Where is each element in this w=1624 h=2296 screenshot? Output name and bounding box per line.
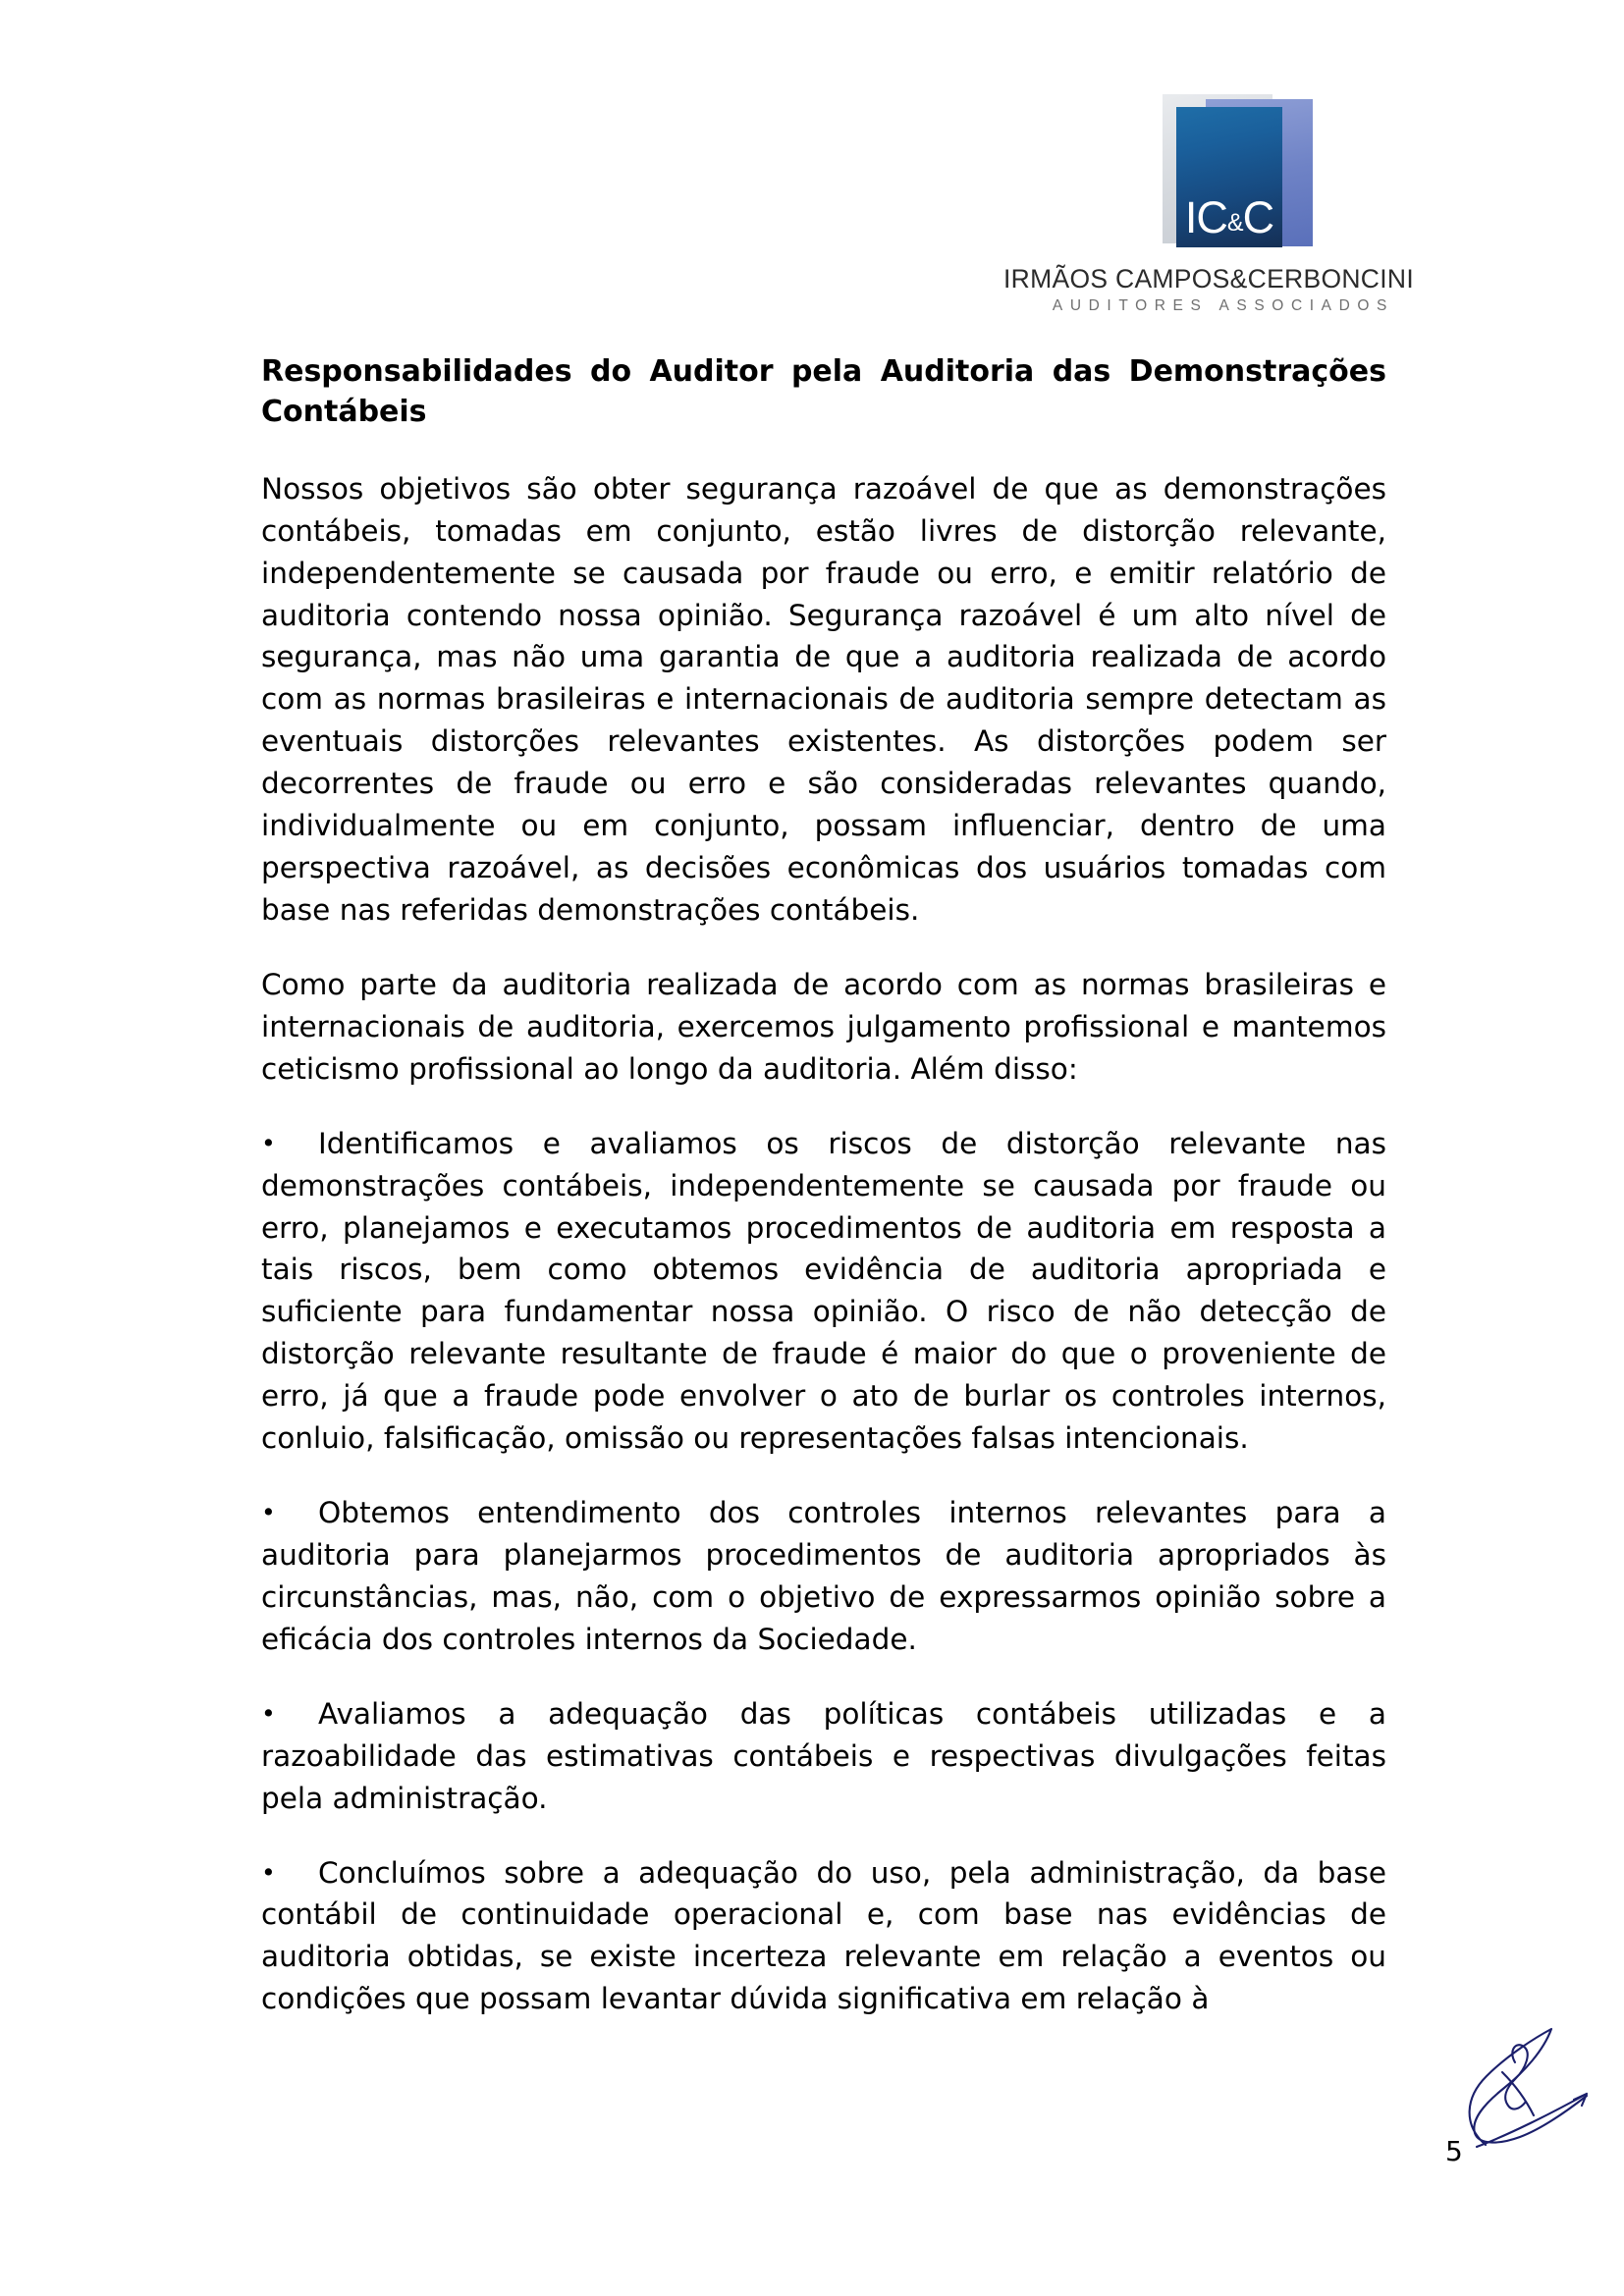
list-item — [261, 1123, 1386, 1460]
page-number: 5 — [1445, 2135, 1463, 2167]
firm-name: IRMÃOS CAMPOS&CERBONCINI — [1003, 264, 1415, 294]
logo-wordmark-ampersand: & — [1226, 209, 1243, 237]
paragraph-objectives: Nossos objetivos são obter segurança razoável de que as demonstrações contábeis, tomadas em conjunto, estão livres de distorção relevante, independentemente se causada por fraude ou erro, e emitir relatório de auditoria contendo nossa opinião. Segurança razoável é um alto nível de segurança, mas não uma garantia de que a auditoria realizada de acordo com as normas brasileiras e internacionais de auditoria sempre detectam as eventuais distorções relevantes existentes. As distorções podem ser decorrentes de fraude ou erro e são consideradas relevantes quando, individualmente ou em conjunto, possam influenciar, dentro de uma perspectiva razoável, as decisões econômicas dos usuários tomadas com base nas referidas demonstrações contábeis. — [261, 471, 1386, 927]
bullet-icon: • — [261, 1857, 276, 1887]
list-item-text: Concluímos sobre a adequação do uso, pela administração, da base contábil de continuidade operacional e, com base nas evidências de auditoria obtidas, se existe incerteza relevante em relação a eventos ou condições que possam levantar dúvida significativa em relação à — [261, 1855, 1386, 2016]
bullet-icon: • — [261, 1698, 276, 1728]
company-logo-mark — [1163, 88, 1339, 260]
firm-tagline: AUDITORES ASSOCIADOS — [1052, 297, 1394, 314]
list-item-text: Identificamos e avaliamos os riscos de distorção relevante nas demonstrações contábeis, independentemente se causada por fraude ou erro, planejamos e executamos procedimentos de auditoria em resposta a tais riscos, bem como obtemos evidência de auditoria apropriada e suficiente para fundamentar nossa opinião. O risco de não detecção de distorção relevante resultante de fraude é maior do que o proveniente de erro, já que a fraude pode envolver o ato de burlar os controles internos, conluio, falsificação, omissão ou representações falsas intencionais. — [261, 1126, 1386, 1456]
letterhead — [1003, 88, 1415, 334]
paragraph-audit-scope: Como parte da auditoria realizada de acordo com as normas brasileiras e internacionais de auditoria, exercemos julgamento profissional e mantemos ceticismo profissional ao longo da auditoria. Além disso: — [261, 967, 1386, 1086]
list-item — [261, 1492, 1386, 1661]
logo-wordmark-c: C — [1242, 192, 1274, 242]
list-item — [261, 1852, 1386, 2021]
list-item — [261, 1693, 1386, 1820]
bullet-icon: • — [261, 1128, 276, 1157]
bullet-icon: • — [261, 1498, 276, 1527]
document-body — [261, 351, 1386, 2053]
logo-wordmark — [1184, 192, 1274, 247]
section-heading: Responsabilidades do Auditor pela Auditoria das Demonstrações Contábeis — [261, 354, 1386, 430]
logo-primary-card — [1176, 107, 1282, 247]
auditor-responsibilities-list — [261, 1123, 1386, 2021]
list-item-text: Avaliamos a adequação das políticas contábeis utilizadas e a razoabilidade das estimativas contábeis e respectivas divulgações feitas pela administração. — [261, 1696, 1386, 1815]
list-item-text: Obtemos entendimento dos controles internos relevantes para a auditoria para planejarmos procedimentos de auditoria apropriados às circunstâncias, mas, não, com o objetivo de expressarmos opinião sobre a eficácia dos controles internos da Sociedade. — [261, 1496, 1386, 1656]
logo-wordmark-ic: IC — [1184, 192, 1227, 242]
